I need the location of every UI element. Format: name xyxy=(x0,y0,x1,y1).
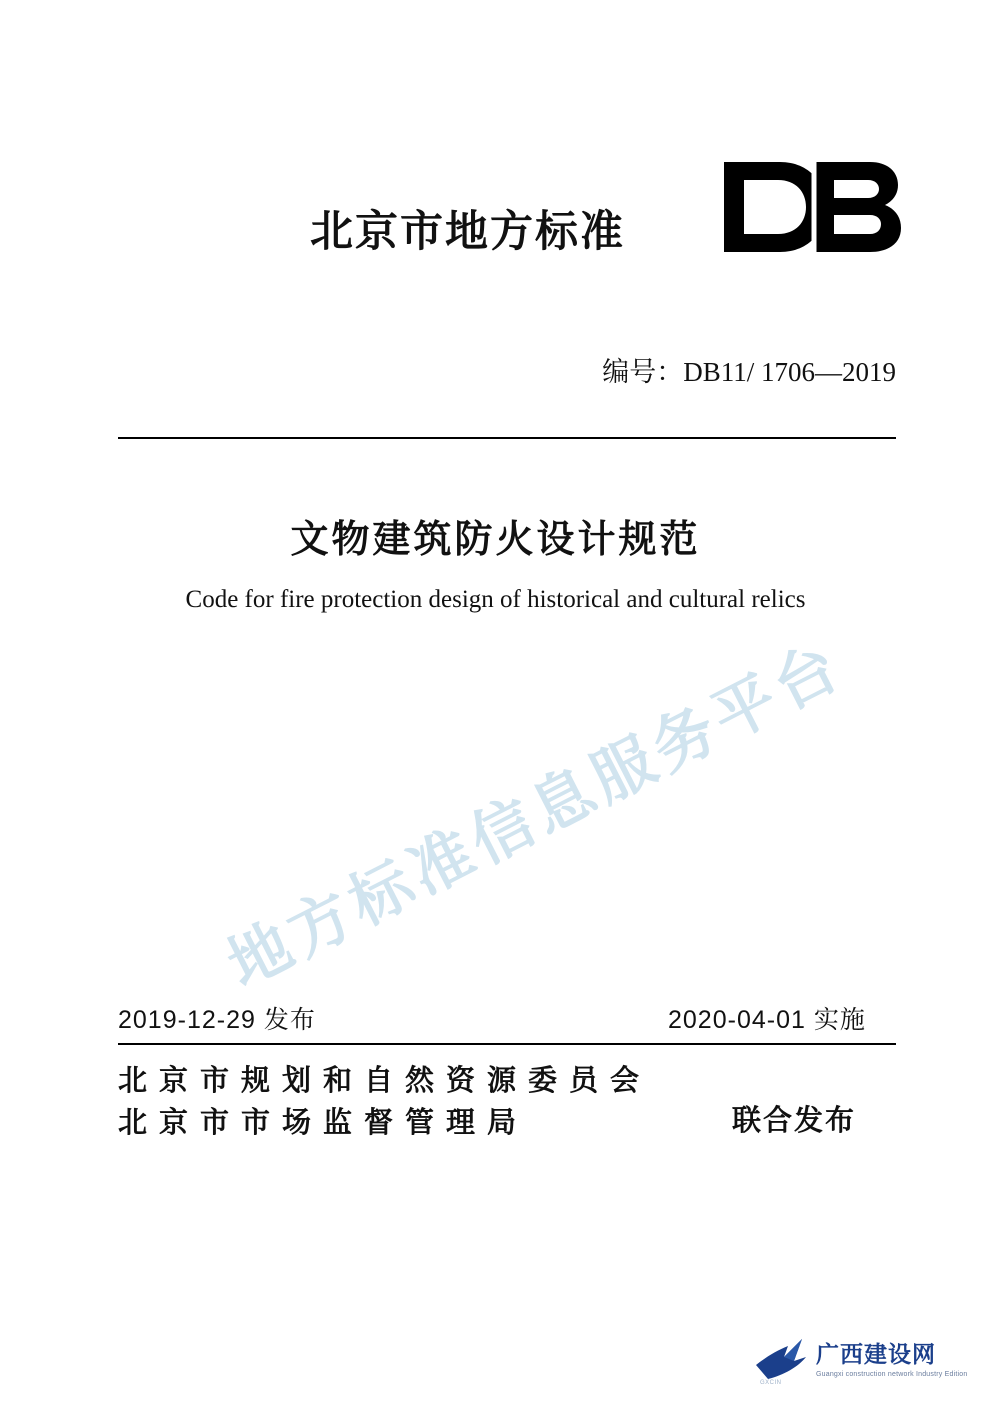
document-title-cn: 文物建筑防火设计规范 xyxy=(290,519,701,561)
watermark-text: 地方标准信息服务平台 xyxy=(217,630,855,1001)
issuer-list xyxy=(118,1060,652,1144)
effective-date: 2020-04-01 实施 xyxy=(668,1006,866,1034)
site-brand-logo xyxy=(754,1329,969,1385)
standard-number: 编号：DB11/ 1706—2019 xyxy=(602,357,896,387)
publish-date: 2019-12-29 发布 xyxy=(118,1006,316,1034)
document-title-en: Code for fire protection design of historical and cultural relics xyxy=(185,586,806,613)
header-divider xyxy=(118,437,896,439)
issuer-line: 北京市规划和自然资源委员会 xyxy=(118,1065,652,1097)
star-icon xyxy=(754,1331,810,1386)
brand-sub-text: GXCIN xyxy=(760,1380,782,1386)
brand-name-en: Guangxi construction network Industry Edition xyxy=(816,1371,968,1378)
db-logo-icon xyxy=(718,152,903,262)
standard-authority-title: 北京市地方标准 xyxy=(310,208,625,256)
joint-issue-label: 联合发布 xyxy=(732,1105,857,1137)
footer-divider xyxy=(118,1043,896,1045)
issuer-line: 北京市市场监督管理局 xyxy=(118,1107,529,1140)
brand-name-cn: 广西建设网 xyxy=(816,1341,936,1367)
brand-text-block xyxy=(816,1336,967,1378)
